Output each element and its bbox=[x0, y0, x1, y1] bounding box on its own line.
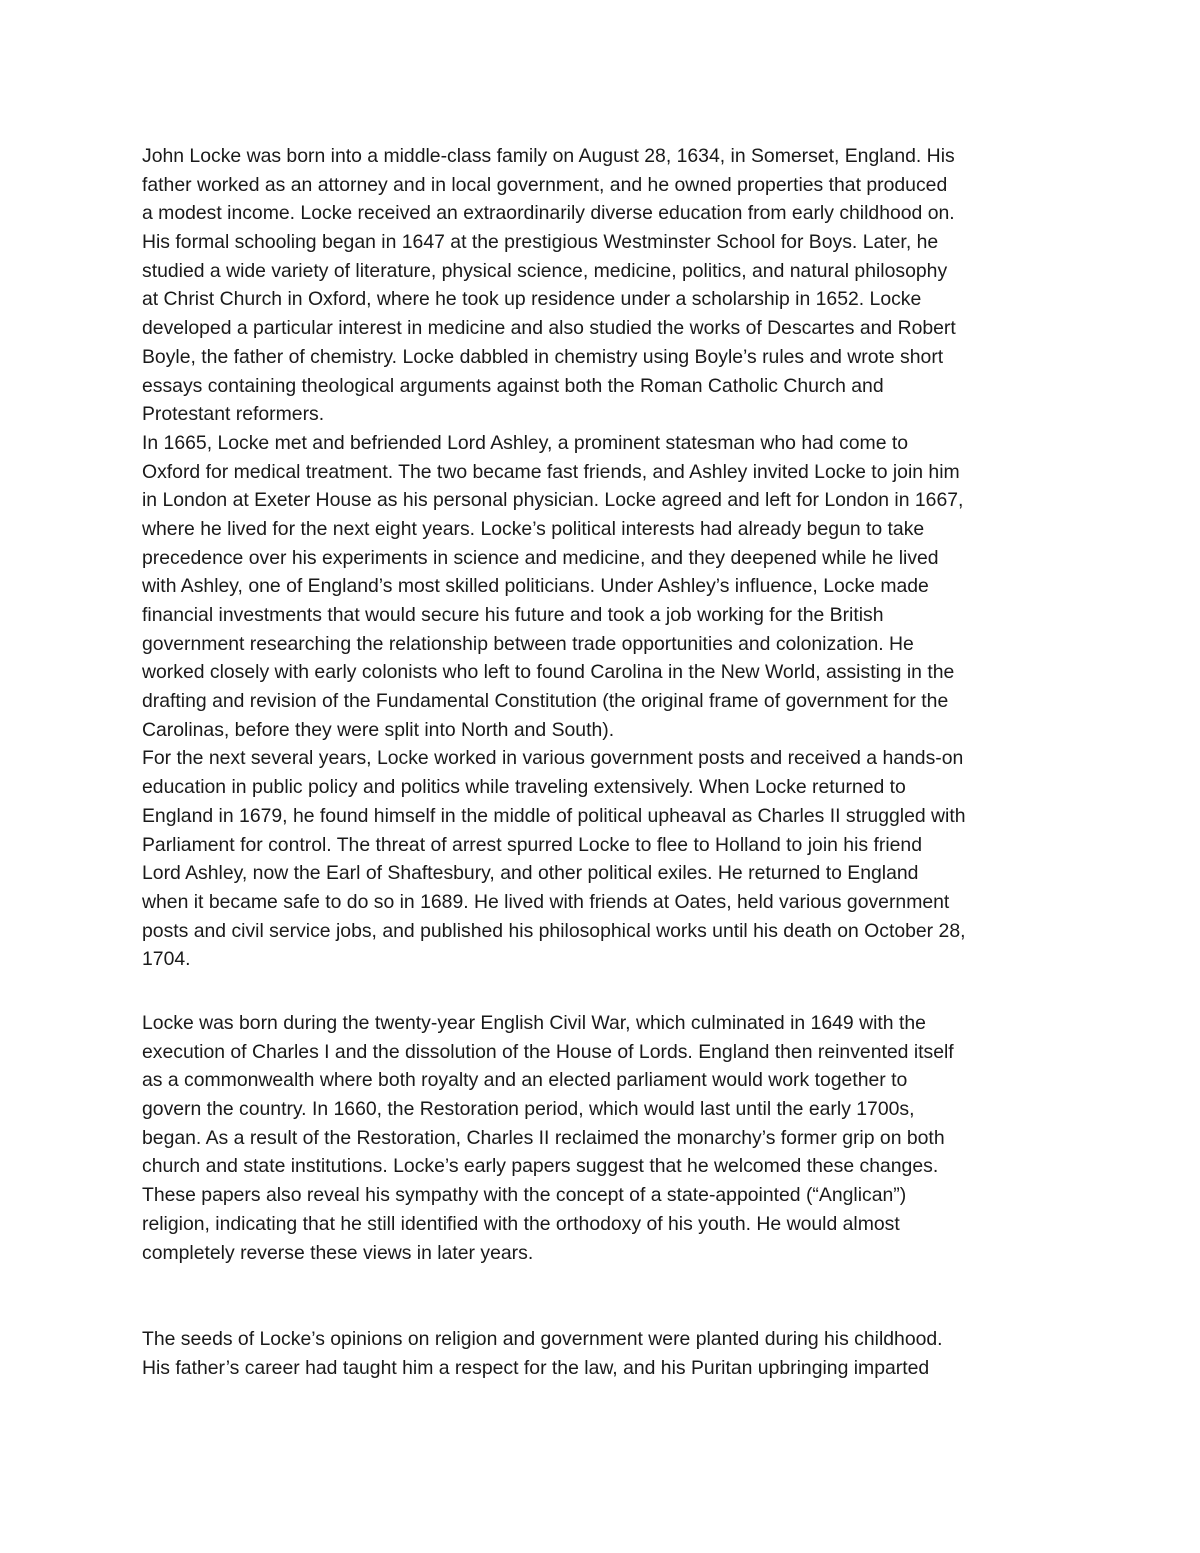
text-line: church and state institutions. Locke’s early papers suggest that he welcomed these changes. bbox=[142, 1155, 939, 1178]
text-line: a modest income. Locke received an extraordinarily diverse education from early childhood on. bbox=[142, 202, 955, 225]
text-line: Boyle, the father of chemistry. Locke dabbled in chemistry using Boyle’s rules and wrote short bbox=[142, 345, 944, 368]
text-line: John Locke was born into a middle-class family on August 28, 1634, in Somerset, England. His bbox=[142, 145, 955, 167]
text-line: 1704. bbox=[142, 948, 191, 971]
text-line: execution of Charles I and the dissolution of the House of Lords. England then reinvented itself bbox=[142, 1040, 954, 1063]
text-line: worked closely with early colonists who left to found Carolina in the New World, assisting in the bbox=[142, 661, 955, 684]
text-line: Carolinas, before they were split into North and South). bbox=[142, 718, 615, 741]
text-line: posts and civil service jobs, and published his philosophical works until his death on October 28, bbox=[142, 919, 966, 942]
text-line: His father’s career had taught him a respect for the law, and his Puritan upbringing imparted bbox=[142, 1356, 930, 1379]
text-line: studied a wide variety of literature, physical science, medicine, politics, and natural philosophy bbox=[142, 259, 948, 282]
text-line: For the next several years, Locke worked in various government posts and received a hands-on bbox=[142, 747, 964, 770]
text-line: as a commonwealth where both royalty and an elected parliament would work together to bbox=[142, 1069, 908, 1092]
text-line: government researching the relationship between trade opportunities and colonization. He bbox=[142, 632, 914, 655]
paragraph-civil-war bbox=[142, 1009, 1062, 1267]
text-line: drafting and revision of the Fundamental Constitution (the original frame of government for the bbox=[142, 690, 949, 713]
text-line: religion, indicating that he still identified with the orthodoxy of his youth. He would almost bbox=[142, 1212, 900, 1235]
text-line: Protestant reformers. bbox=[142, 403, 325, 426]
text-line: where he lived for the next eight years. Locke’s political interests had already begun to take bbox=[142, 517, 925, 540]
text-line: developed a particular interest in medicine and also studied the works of Descartes and Robert bbox=[142, 317, 956, 340]
text-line: essays containing theological arguments against both the Roman Catholic Church and bbox=[142, 374, 884, 397]
text-line: These papers also reveal his sympathy with the concept of a state-appointed (“Anglican”) bbox=[142, 1184, 907, 1207]
text-line: when it became safe to do so in 1689. He lived with friends at Oates, held various government bbox=[142, 890, 950, 913]
text-line: In 1665, Locke met and befriended Lord Ashley, a prominent statesman who had come to bbox=[142, 431, 909, 454]
text-line: Oxford for medical treatment. The two became fast friends, and Ashley invited Locke to join him bbox=[142, 460, 960, 483]
text-line: father worked as an attorney and in local government, and he owned properties that produced bbox=[142, 173, 948, 196]
paragraph-early-life bbox=[142, 142, 1062, 974]
text-line: The seeds of Locke’s opinions on religion and government were planted during his childhood. bbox=[142, 1328, 943, 1350]
text-line: began. As a result of the Restoration, Charles II reclaimed the monarchy’s former grip on both bbox=[142, 1126, 945, 1149]
paragraph-opinions bbox=[142, 1325, 1062, 1382]
text-line: completely reverse these views in later years. bbox=[142, 1241, 534, 1264]
text-line: precedence over his experiments in science and medicine, and they deepened while he lived bbox=[142, 546, 939, 569]
text-line: education in public policy and politics while traveling extensively. When Locke returned to bbox=[142, 776, 906, 799]
text-line: govern the country. In 1660, the Restoration period, which would last until the early 1700s, bbox=[142, 1098, 915, 1121]
text-line: His formal schooling began in 1647 at the prestigious Westminster School for Boys. Later, he bbox=[142, 231, 939, 254]
text-line: financial investments that would secure his future and took a job working for the British bbox=[142, 604, 884, 626]
text-line: Locke was born during the twenty-year English Civil War, which culminated in 1649 with the bbox=[142, 1012, 926, 1034]
text-line: England in 1679, he found himself in the middle of political upheaval as Charles II struggled with bbox=[142, 804, 966, 827]
text-line: with Ashley, one of England’s most skilled politicians. Under Ashley’s influence, Locke made bbox=[142, 575, 929, 598]
text-line: Parliament for control. The threat of arrest spurred Locke to flee to Holland to join his friend bbox=[142, 833, 922, 856]
text-line: at Christ Church in Oxford, where he took up residence under a scholarship in 1652. Locke bbox=[142, 288, 922, 311]
text-line: Lord Ashley, now the Earl of Shaftesbury, and other political exiles. He returned to England bbox=[142, 862, 919, 885]
text-line: in London at Exeter House as his personal physician. Locke agreed and left for London in 1667, bbox=[142, 489, 964, 512]
